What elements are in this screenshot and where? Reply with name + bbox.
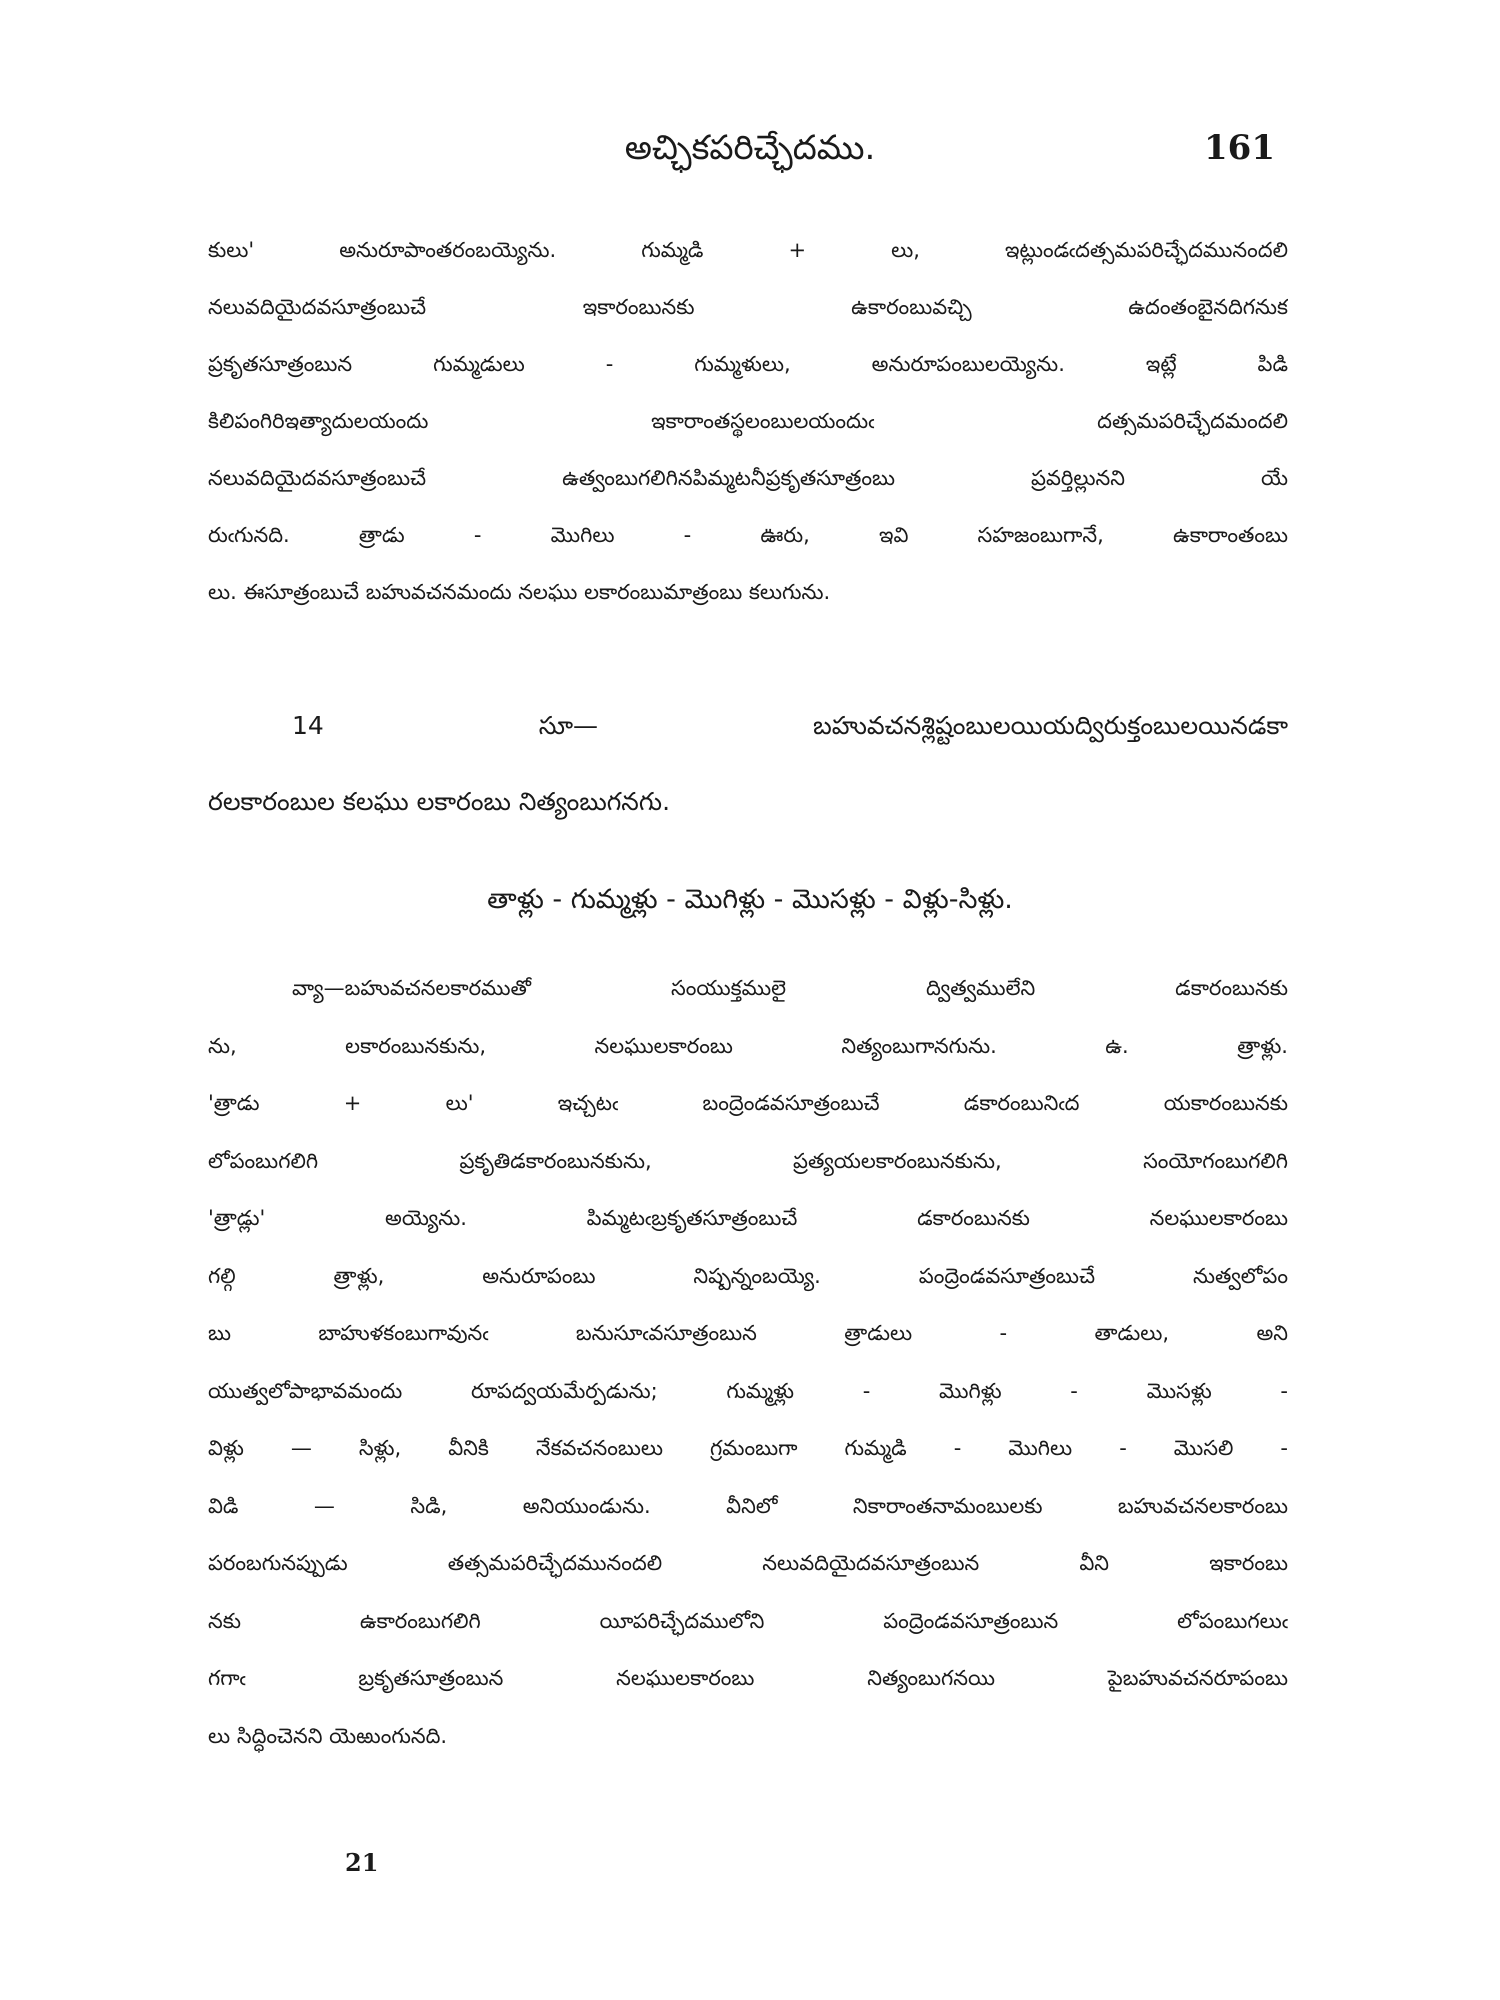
example-forms: తాళ్లు - గుమ్మళ్లు - మొగిళ్లు - మొసళ్లు - విళ్లు-సిళ్లు. [487, 884, 1013, 915]
text-line: లు. ఈసూత్రంబుచే బహువచనమందు నలఘు లకారంబుమాత్రంబు కలుగును. [208, 580, 831, 604]
text-line: నలువదియైదవసూత్రంబుచే ఉత్వంబుగలిగినపిమ్మటనీప్రకృతసూత్రంబు ప్రవర్తిల్లునని యే [208, 466, 1288, 490]
text-line: నకు ఉకారంబుగలిగి యీపరిచ్ఛేదములోని పంద్రెండవసూత్రంబున లోపంబుగలుఁ [208, 1608, 1288, 1633]
text-line: గల్గి త్రాళ్లు, అనురూపంబు నిష్పన్నంబయ్యె. పంద్రెండవసూత్రంబుచే నుత్వలోపం [208, 1263, 1288, 1288]
sutra-line: 14 సూ— బహువచనశ్లిష్టంబులయియద్విరుక్తంబులయినడకా [292, 711, 1288, 740]
text-line: పరంబగునప్పుడు తత్సమపరిచ్ఛేదమునందలి నలువదియైదవసూత్రంబున వీని ఇకారంబు [208, 1551, 1288, 1575]
sutra-14 [208, 688, 1288, 840]
text-line: వ్యా—బహువచనలకారముతో సంయుక్తములై ద్విత్వములేని డకారంబునకు [292, 976, 1288, 1000]
page-number: 161 [1204, 128, 1275, 168]
text-line: కిలిపంగిరిఇత్యాదులయందు ఇకారాంతస్థలంబులయందుఁ దత్సమపరిచ్ఛేదమందలి [208, 409, 1288, 433]
text-line: 'త్రాడ్లు' అయ్యెను. పిమ్మటఁబ్రకృతసూత్రంబుచే డకారంబునకు నలఘులకారంబు [208, 1206, 1288, 1230]
text-line: గగాఁ బ్రకృతసూత్రంబున నలఘులకారంబు నిత్యంబుగనయి పైబహువచనరూపంబు [208, 1666, 1288, 1690]
paragraph-2-commentary [208, 960, 1288, 1765]
paragraph-1 [208, 222, 1288, 621]
text-line: ను, లకారంబునకును, నలఘులకారంబు నిత్యంబుగానగును. ఉ. త్రాళ్లు. [208, 1033, 1288, 1058]
text-line: ప్రకృతసూత్రంబున గుమ్మడులు - గుమ్మళులు, అనురూపంబులయ్యెను. ఇట్లే పిడి [208, 352, 1288, 376]
text-line: యుత్వలోపాభావమందు రూపద్వయమేర్పడును; గుమ్మళ్లు - మొగిళ్లు - మొసళ్లు - [208, 1378, 1288, 1403]
text-line: విళ్లు — సిళ్లు, వీనికి నేకవచనంబులు గ్రమంబుగా గుమ్మడి - మొగిలు - మొసలి - [208, 1436, 1288, 1460]
text-line: రుఁగునది. త్రాడు - మొగిలు - ఊరు, ఇవి సహజంబుగానే, ఉకారాంతంబు [208, 523, 1288, 547]
sutra-line: రలకారంబుల కలఘు లకారంబు నిత్యంబుగనగు. [208, 787, 671, 816]
signature-mark: 21 [345, 1848, 379, 1877]
page-header [0, 128, 1500, 188]
text-line: కులు' అనురూపాంతరంబయ్యెను. గుమ్మడి + లు, ఇట్లుండఁదత్సమపరిచ్ఛేదమునందలి [208, 238, 1288, 262]
text-line: లు సిద్ధించెనని యెఱుంగునది. [208, 1723, 448, 1748]
text-line: లోపంబుగలిగి ప్రకృతిడకారంబునకును, ప్రత్యయలకారంబునకును, సంయోగంబుగలిగి [208, 1148, 1288, 1173]
text-line: బు బాహుళకంబుగావునఁ బనుసూఁవసూత్రంబున త్రాడులు - తాడులు, అని [208, 1321, 1288, 1345]
text-line: 'త్రాడు + లు' ఇచ్చటఁ బంద్రెండవసూత్రంబుచే డకారంబునిఁద యకారంబునకు [208, 1091, 1288, 1115]
text-line: విడి — సిడి, అనియుండును. వీనిలో నికారాంతనామంబులకు బహువచనలకారంబు [208, 1493, 1288, 1518]
text-line: నలువదియైదవసూత్రంబుచే ఇకారంబునకు ఉకారంబువచ్చి ఉదంతంబైనదిగనుక [208, 295, 1288, 319]
running-title: అచ్ఛికపరిచ్ఛేదము. [624, 128, 876, 168]
